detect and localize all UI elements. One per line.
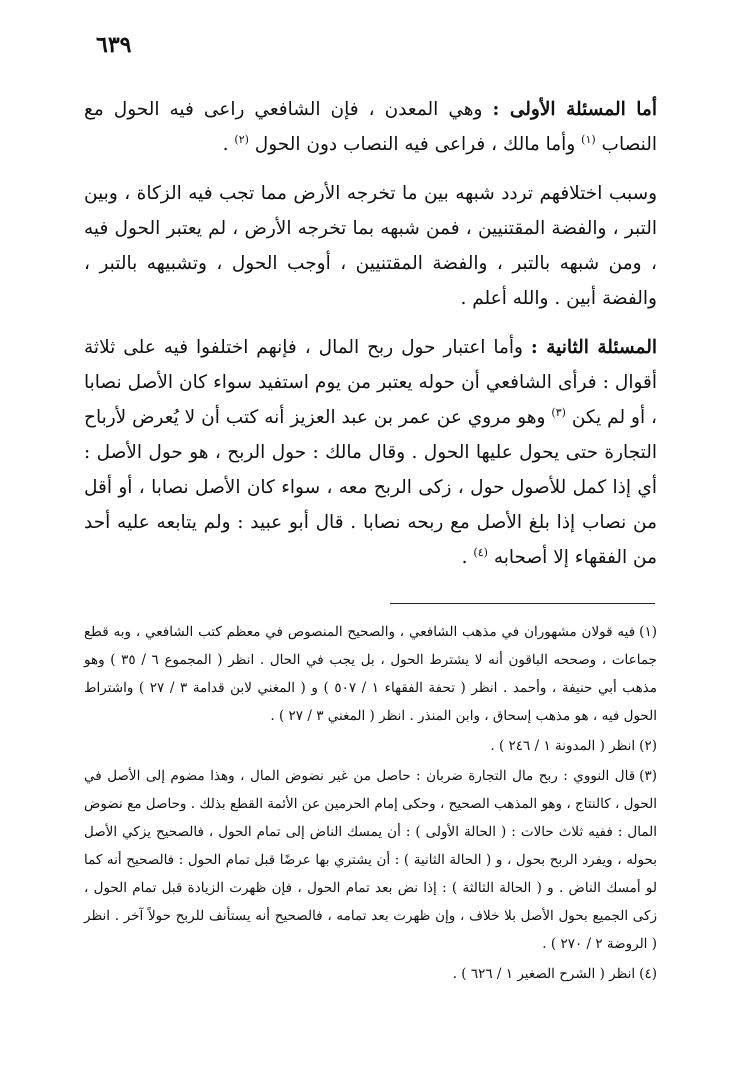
footnote-item: [84, 618, 657, 730]
footnote-text: قال النووي : ربح مال التجارة ضربان : حاصل من غير نضوض المال ، وهذا مضوم إلى الأصل في الحول ، كالنتاج ، وهو المذهب الصحيح ، وحكى إمام الحرمين عن الأئمة القطع بذلك . وحاصل مع نضوض المال : ففيه ثلاث حالات : ( الحالة الأولى ) : أن يمسك الناض إلى تمام الحول ، فالصحيح يزكي الأصل بحوله ، ويفرد الربح بحول ، و ( الحالة الثانية ) : أن يشتري بها عرضًا قبل تمام الحول : فالصحيح أنه كما لو أمسك الناض . و ( الحالة الثالثة ) : إذا نض بعد تمام الحول ، فإن ظهرت الزيادة قبل تمام الحول ، زكى الجميع بحول الأصل بلا خلاف ، وإن ظهرت بعد تمامه ، فالصحيح أنه يستأنف للربح حولاً آخر . انظر ( الروضة ٢ / ٢٧٠ ) .: [84, 768, 657, 952]
page-number: ٦٣٩: [96, 32, 132, 58]
footnotes: [84, 618, 657, 990]
footnote-number: (٣): [639, 768, 657, 784]
footnote-number: (٤): [639, 966, 657, 982]
footnote-reference[interactable]: (١): [581, 132, 596, 146]
footnote-item: [84, 960, 657, 988]
paragraph-text: .: [222, 134, 235, 155]
paragraph-first-issue: [84, 92, 657, 162]
paragraph-text: .: [461, 547, 474, 568]
paragraph-text: وهي المعدن ، فإن الشافعي راعى فيه الحول مع النصاب: [84, 99, 657, 155]
footnote-number: (٢): [639, 738, 657, 754]
paragraph-text: وسبب اختلافهم تردد شبهه بين ما تخرجه الأرض مما تجب فيه الزكاة ، وبين التبر ، والفضة المقتنيين ، فمن شبهه بما تخرجه الأرض ، لم يعتبر الحول فيه ، ومن شبهه بالتبر ، والفضة المقتنيين ، أوجب الحول ، وتشبيهه بالتبر ، والفضة أبين . والله أعلم .: [84, 183, 657, 309]
issue-heading: المسئلة الثانية :: [530, 337, 657, 358]
footnote-text: انظر ( الشرح الصغير ١ / ٦٢٦ ) .: [452, 966, 636, 982]
paragraph-text: وهو مروي عن عمر بن عبد العزيز أنه كتب أن لا يُعرض لأرباح التجارة حتى يحول عليها الحول . وقال مالك : حول الربح ، هو حول الأصل : أي إذا كمل للأصول حول ، زكى الربح معه ، سواء كان الأصل نصابا ، أو أقل من نصاب إذا بلغ الأصل مع ربحه نصابا . قال أبو عبيد : ولم يتابعه عليه أحد من الفقهاء إلا أصحابه: [84, 407, 657, 568]
footnote-reference[interactable]: (٢): [234, 132, 249, 146]
footnote-number: (١): [639, 624, 657, 640]
main-text: [84, 92, 657, 589]
issue-heading: أما المسئلة الأولى :: [492, 99, 657, 120]
footnote-divider: [390, 603, 655, 604]
footnote-reference[interactable]: (٣): [551, 405, 566, 419]
footnote-item: [84, 762, 657, 958]
paragraph-text: وأما مالك ، فراعى فيه النصاب دون الحول: [248, 134, 582, 155]
footnote-text: انظر ( المدونة ١ / ٢٤٦ ) .: [490, 738, 636, 754]
paragraph-reason: [84, 176, 657, 316]
footnote-item: [84, 732, 657, 760]
paragraph-text: وأما اعتبار حول ربح المال ، فإنهم اختلفوا فيه على ثلاثة أقوال : فرأى الشافعي أن حوله يعتبر من يوم استفيد سواء كان الأصل نصابا ، أو لم يكن: [84, 337, 657, 428]
footnote-reference[interactable]: (٤): [473, 545, 488, 559]
footnote-text: فيه قولان مشهوران في مذهب الشافعي ، والصحيح المنصوص في معظم كتب الشافعي ، وبه قطع جماعات ، وصححه الباقون أنه لا يشترط الحول ، بل يجب في الحال . انظر ( المجموع ٦ / ٣٥ ) وهو مذهب أبي حنيفة ، وأحمد . انظر ( تحفة الفقهاء ١ / ٥٠٧ ) و ( المغني لابن قدامة ٣ / ٢٧ ) واشتراط الحول فيه ، هو مذهب إسحاق ، وابن المنذر . انظر ( المغني ٣ / ٢٧ ) .: [84, 624, 658, 724]
paragraph-second-issue: [84, 330, 657, 575]
